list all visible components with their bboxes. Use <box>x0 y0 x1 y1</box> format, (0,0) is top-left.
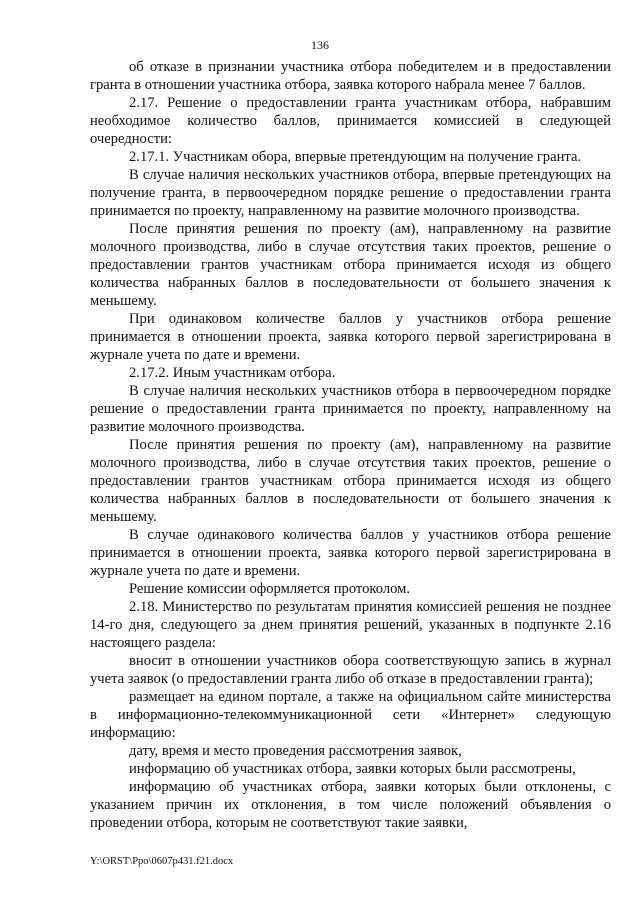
paragraph: информацию об участниках отбора, заявки которых были рассмотрены, <box>129 761 576 777</box>
paragraph: об отказе в признании участника отбора победителем и в предоставлении гранта в отношении участника отбора, заявка которого набрала менее 7 баллов. <box>90 59 611 93</box>
page-number: 136 <box>311 38 329 52</box>
paragraph: При одинаковом количестве баллов у участников отбора решение принимается в отношении проекта, заявка которого первой зарегистрирована в журнале учета по дате и времени. <box>90 311 611 363</box>
paragraph: 2.18. Министерство по результатам принятия комиссией решения не позднее 14-го дня, следующего за днем принятия решений, указанных в подпункте 2.16 настоящего раздела: <box>90 599 611 651</box>
paragraph: Решение комиссии оформляется протоколом. <box>129 581 411 597</box>
paragraph: информацию об участниках отбора, заявки которых были отклонены, с указанием причин их отклонения, в том числе положений объявления о проведении отбора, которым не соответствуют такие заявки, <box>90 779 611 831</box>
paragraph: После принятия решения по проекту (ам), направленному на развитие молочного производства, либо в случае отсутствия таких проектов, решение о предоставлении грантов участникам отбора принимается исходя из общего количества набранных баллов в последовательности от большего значения к меньшему. <box>90 221 611 309</box>
paragraph: 2.17. Решение о предоставлении гранта участникам отбора, набравшим необходимое количество баллов, принимается комиссией в следующей очередности: <box>90 95 611 147</box>
paragraph: В случае одинакового количества баллов у участников отбора решение принимается в отношении проекта, заявка которого первой зарегистрирована в журнале учета по дате и времени. <box>90 527 611 579</box>
paragraph: В случае наличия нескольких участников отбора, впервые претендующих на получение гранта, в первоочередном порядке решение о предоставлении гранта принимается по проекту, направленному на развитие молочного производства. <box>90 167 611 219</box>
paragraph: 2.17.1. Участникам обора, впервые претендующим на получение гранта. <box>129 149 582 165</box>
paragraph: 2.17.2. Иным участникам отбора. <box>129 365 336 381</box>
paragraph: дату, время и место проведения рассмотрения заявок, <box>129 743 462 759</box>
document-body <box>90 58 611 832</box>
paragraph: В случае наличия нескольких участников отбора в первоочередном порядке решение о предоставлении гранта принимается по проекту, направленному на развитие молочного производства. <box>90 383 611 435</box>
paragraph: размещает на едином портале, а также на официальном сайте министерства в информационно-телекоммуникационной сети «Интернет» следующую информацию: <box>90 689 611 741</box>
paragraph: вносит в отношении участников обора соответствующую запись в журнал учета заявок (о предоставлении гранта либо об отказе в предоставлении гранта); <box>90 653 611 687</box>
paragraph: После принятия решения по проекту (ам), направленному на развитие молочного производства, либо в случае отсутствия таких проектов, решение о предоставлении грантов участникам отбора принимается исходя из общего количества набранных баллов в последовательности от большего значения к меньшему. <box>90 437 611 525</box>
footer-file-path: Y:\ORST\Ppo\0607p431.f21.docx <box>90 856 234 867</box>
